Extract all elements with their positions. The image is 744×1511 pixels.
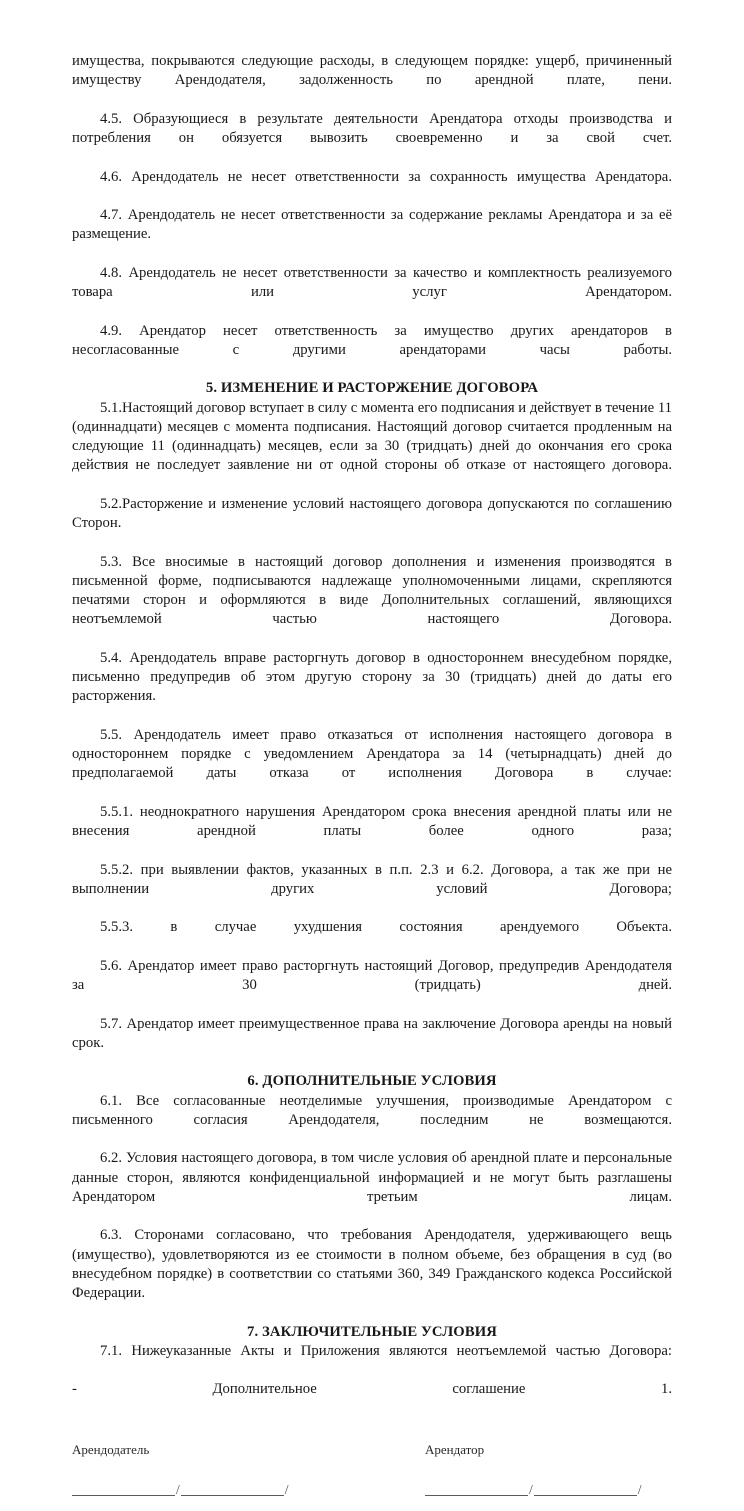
clause-4-8: 4.8. Арендодатель не несет ответственности за качество и комплектность реализуемого товара или услуг Арендатором. — [72, 264, 672, 300]
clause-5-1: 5.1.Настоящий договор вступает в силу с момента его подписания и действует в течение 11 (одиннадцати) месяцев с момента подписания. Настоящий договор считается продленным на следующие 11 (одиннадцать) месяцев, если за 30 (тридцать) дней до окончания его срока действия не последует заявление ни от одной стороны об отказе от настоящего договора. — [72, 399, 672, 474]
clause-6-3: 6.3. Сторонами согласовано, что требования Арендодателя, удерживающего вещь (имущество), удовлетворяются из ее стоимости в полном объеме, без обращения в суд (во внесудебном порядке) в соответствии со статьями 360, 349 Гражданского кодекса Российской Федерации. — [72, 1227, 672, 1301]
clause-4-6: 4.6. Арендодатель не несет ответственности за сохранность имущества Арендатора. — [100, 168, 672, 185]
clause-6-1: 6.1. Все согласованные неотделимые улучшения, производимые Арендатором с письменного согласия Арендодателя, последним не возмещаются. — [72, 1092, 672, 1128]
signature-label-landlord: Арендодатель — [72, 1441, 150, 1457]
clause-5-5-2: 5.5.2. при выявлении фактов, указанных в п.п. 2.3 и 6.2. Договора, а так же при не выполнении других условий Договора; — [72, 861, 672, 897]
signature-rule-landlord-name[interactable] — [72, 1485, 175, 1496]
signature-slash-tenant-2: / — [637, 1481, 642, 1497]
clause-4-7: 4.7. Арендодатель не несет ответственности за содержание рекламы Арендатора и за её размещение. — [72, 207, 672, 243]
signature-block — [72, 1441, 672, 1511]
signature-rule-landlord-signature[interactable] — [181, 1485, 284, 1496]
document-text-column — [72, 52, 672, 1511]
clause-5-3: 5.3. Все вносимые в настоящий договор дополнения и изменения производятся в письменной форме, подписываются надлежаще уполномоченными лицами, скрепляются печатями сторон и оформляются в виде Дополнительных соглашений, являющихся неотъемлемой частью настоящего Договора. — [72, 553, 672, 628]
signature-line-tenant[interactable] — [425, 1481, 643, 1497]
clause-5-6: 5.6. Арендатор имеет право расторгнуть настоящий Договор, предупредив Арендодателя за 30 (тридцать) дней. — [72, 957, 672, 993]
clause-4-9: 4.9. Арендатор несет ответственность за имущество других арендаторов в несогласованные с другими арендаторами часы работы. — [72, 322, 672, 358]
clause-6-2: 6.2. Условия настоящего договора, в том числе условия об арендной плате и персональные данные сторон, являются конфиденциальной информацией и не могут быть разглашены Арендатором третьим лицам. — [72, 1150, 672, 1205]
paragraph-continued: имущества, покрываются следующие расходы, в следующем порядке: ущерб, причиненный имуществу Арендодателя, задолженность по арендной плате, пени. — [72, 53, 672, 89]
clause-5-5-1: 5.5.1. неоднократного нарушения Арендатором срока внесения арендной платы или не внесения арендной платы более одного раза; — [72, 803, 672, 839]
signature-rule-tenant-signature[interactable] — [534, 1485, 637, 1496]
section-heading-6: 6. ДОПОЛНИТЕЛЬНЫЕ УСЛОВИЯ — [247, 1073, 497, 1090]
clause-5-7: 5.7. Арендатор имеет преимущественное права на заключение Договора аренды на новый срок. — [72, 1015, 672, 1051]
signature-slash-tenant-1: / — [529, 1481, 533, 1497]
clause-7-1: 7.1. Нижеуказанные Акты и Приложения являются неотъемлемой частью Договора: — [100, 1342, 672, 1359]
clause-5-2: 5.2.Расторжение и изменение условий настоящего договора допускаются по соглашению Сторон. — [72, 495, 672, 531]
clause-4-5: 4.5. Образующиеся в результате деятельности Арендатора отходы производства и потребления он обязуется вывозить своевременно и за свой счет. — [72, 110, 672, 146]
signature-line-landlord[interactable] — [72, 1481, 290, 1497]
annex-item-1: - Дополнительное соглашение 1. — [72, 1381, 672, 1398]
signature-label-tenant: Арендатор — [425, 1441, 485, 1457]
signature-slash-landlord-2: / — [284, 1481, 289, 1497]
signature-slash-landlord-1: / — [176, 1481, 180, 1497]
signature-column-landlord — [72, 1441, 290, 1496]
signature-rule-tenant-name[interactable] — [425, 1485, 528, 1496]
clause-5-4: 5.4. Арендодатель вправе расторгнуть договор в одностороннем внесудебном порядке, письменно предупредив об этом другую сторону за 30 (тридцать) дней до даты его расторжения. — [72, 649, 672, 705]
clause-5-5: 5.5. Арендодатель имеет право отказаться от исполнения настоящего договора в одностороннем порядке с уведомлением Арендатора за 14 (четырнадцать) дней до предполагаемой даты отказа от исполнения Договора в случае: — [72, 726, 672, 782]
clause-5-5-3: 5.5.3. в случае ухудшения состояния арендуемого Объекта. — [100, 919, 672, 936]
signature-column-tenant — [425, 1441, 643, 1496]
section-heading-5: 5. ИЗМЕНЕНИЕ И РАСТОРЖЕНИЕ ДОГОВОРА — [205, 380, 539, 397]
section-heading-7: 7. ЗАКЛЮЧИТЕЛЬНЫЕ УСЛОВИЯ — [247, 1323, 497, 1340]
